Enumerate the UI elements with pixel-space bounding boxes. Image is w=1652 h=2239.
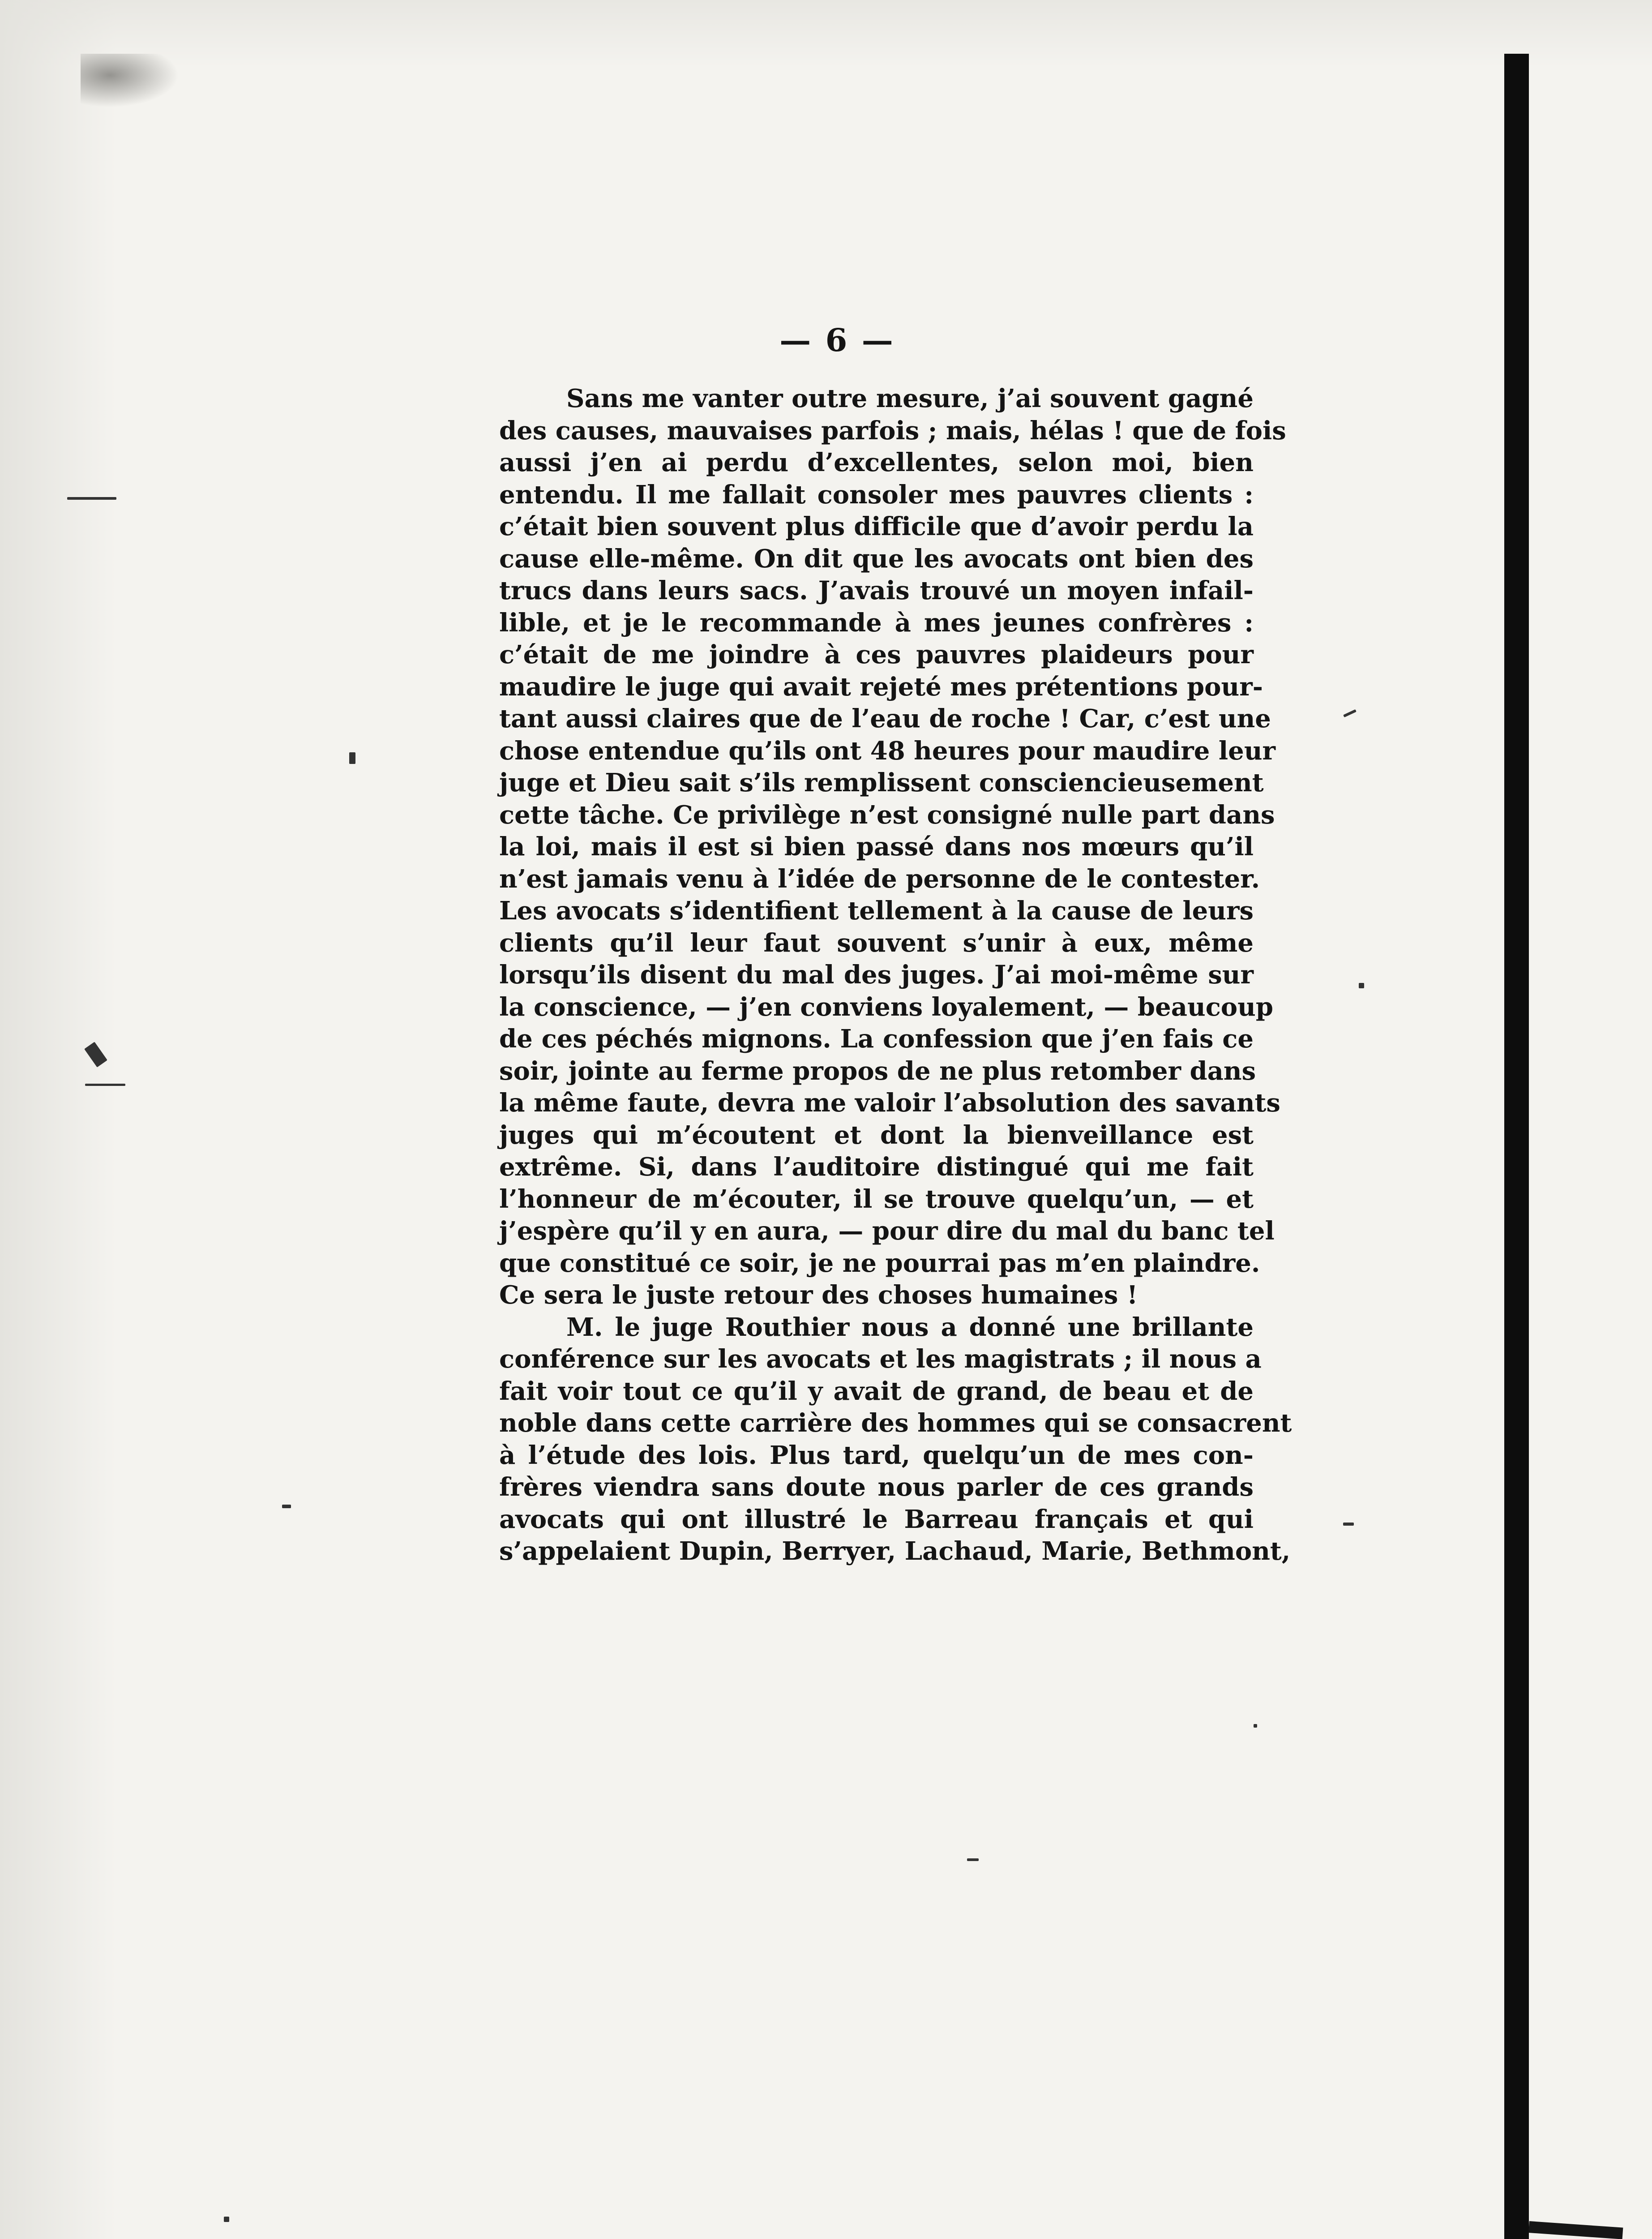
text-line: cette tâche. Ce privilège n’est consigné nulle part dans	[499, 800, 1275, 830]
scan-shadow-left	[0, 0, 116, 2239]
text-line: la loi, mais il est si bien passé dans nos mœurs qu’il	[499, 832, 1254, 862]
text-line: Sans me vanter outre mesure, j’ai souvent gagné	[566, 384, 1254, 413]
binding-foot	[1528, 2221, 1623, 2239]
text-line: c’était de me joindre à ces pauvres plaideurs pour	[499, 640, 1254, 669]
text-line: maudire le juge qui avait rejeté mes prétentions pour-	[499, 672, 1263, 702]
text-line: noble dans cette carrière des hommes qui se consacrent	[499, 1408, 1292, 1438]
text-line: de ces péchés mignons. La confession que j’en fais ce	[499, 1024, 1254, 1054]
scan-shadow-top	[0, 0, 1652, 67]
text-line: trucs dans leurs sacs. J’avais trouvé un moyen infail-	[499, 576, 1254, 605]
corner-smudge	[81, 54, 179, 107]
text-line: n’est jamais venu à l’idée de personne de le contester.	[499, 864, 1260, 894]
text-line: juge et Dieu sait s’ils remplissent consciencieusement	[499, 768, 1264, 798]
text-line: j’espère qu’il y en aura, — pour dire du mal du banc tel	[499, 1216, 1275, 1246]
speck	[224, 2217, 229, 2222]
text-line: Les avocats s’identifient tellement à la cause de leurs	[499, 896, 1254, 926]
text-line: fait voir tout ce qu’il y avait de grand, de beau et de	[499, 1376, 1254, 1406]
speck	[1254, 1724, 1257, 1728]
text-line: lorsqu’ils disent du mal des juges. J’ai moi-même sur	[499, 960, 1254, 990]
text-line: avocats qui ont illustré le Barreau français et qui	[499, 1504, 1254, 1534]
text-line: Ce sera le juste retour des choses humaines !	[499, 1280, 1138, 1310]
speck	[1359, 983, 1364, 988]
body-text	[499, 383, 1292, 1568]
text-line: chose entendue qu’ils ont 48 heures pour maudire leur	[499, 736, 1276, 766]
speck	[1343, 709, 1357, 717]
text-line: extrême. Si, dans l’auditoire distingué qui me fait	[499, 1152, 1254, 1182]
text-line: M. le juge Routhier nous a donné une brillante	[566, 1312, 1254, 1342]
page-number: — 6 —	[779, 322, 895, 359]
text-line: clients qu’il leur faut souvent s’unir à eux, même	[499, 928, 1254, 958]
speck	[349, 752, 355, 764]
text-line: juges qui m’écoutent et dont la bienveillance est	[499, 1120, 1254, 1150]
text-line: cause elle-même. On dit que les avocats ont bien des	[499, 544, 1254, 574]
speck	[67, 497, 116, 500]
speck	[85, 1084, 125, 1086]
text-line: aussi j’en ai perdu d’excellentes, selon moi, bien	[499, 448, 1254, 477]
text-line: lible, et je le recommande à mes jeunes confrères :	[499, 608, 1254, 638]
speck	[967, 1858, 979, 1861]
text-line: à l’étude des lois. Plus tard, quelqu’un de mes con-	[499, 1440, 1254, 1470]
text-line: que constitué ce soir, je ne pourrai pas m’en plaindre.	[499, 1248, 1260, 1278]
text-line: frères viendra sans doute nous parler de ces grands	[499, 1472, 1254, 1502]
text-line: la conscience, — j’en conviens loyalement, — beaucoup	[499, 992, 1274, 1022]
text-line: soir, jointe au ferme propos de ne plus retomber dans	[499, 1056, 1256, 1086]
text-line: s’appelaient Dupin, Berryer, Lachaud, Marie, Bethmont,	[499, 1536, 1291, 1566]
binding-edge	[1504, 54, 1529, 2239]
text-line: c’était bien souvent plus difficile que d’avoir perdu la	[499, 512, 1254, 541]
text-line: la même faute, devra me valoir l’absolution des savants	[499, 1088, 1280, 1118]
speck	[282, 1505, 291, 1508]
text-line: entendu. Il me fallait consoler mes pauvres clients :	[499, 480, 1254, 510]
text-line: des causes, mauvaises parfois ; mais, hélas ! que de fois	[499, 416, 1286, 446]
speck	[1343, 1523, 1354, 1526]
text-line: l’honneur de m’écouter, il se trouve quelqu’un, — et	[499, 1184, 1254, 1214]
text-line: tant aussi claires que de l’eau de roche ! Car, c’est une	[499, 704, 1271, 733]
text-line: conférence sur les avocats et les magistrats ; il nous a	[499, 1344, 1262, 1374]
